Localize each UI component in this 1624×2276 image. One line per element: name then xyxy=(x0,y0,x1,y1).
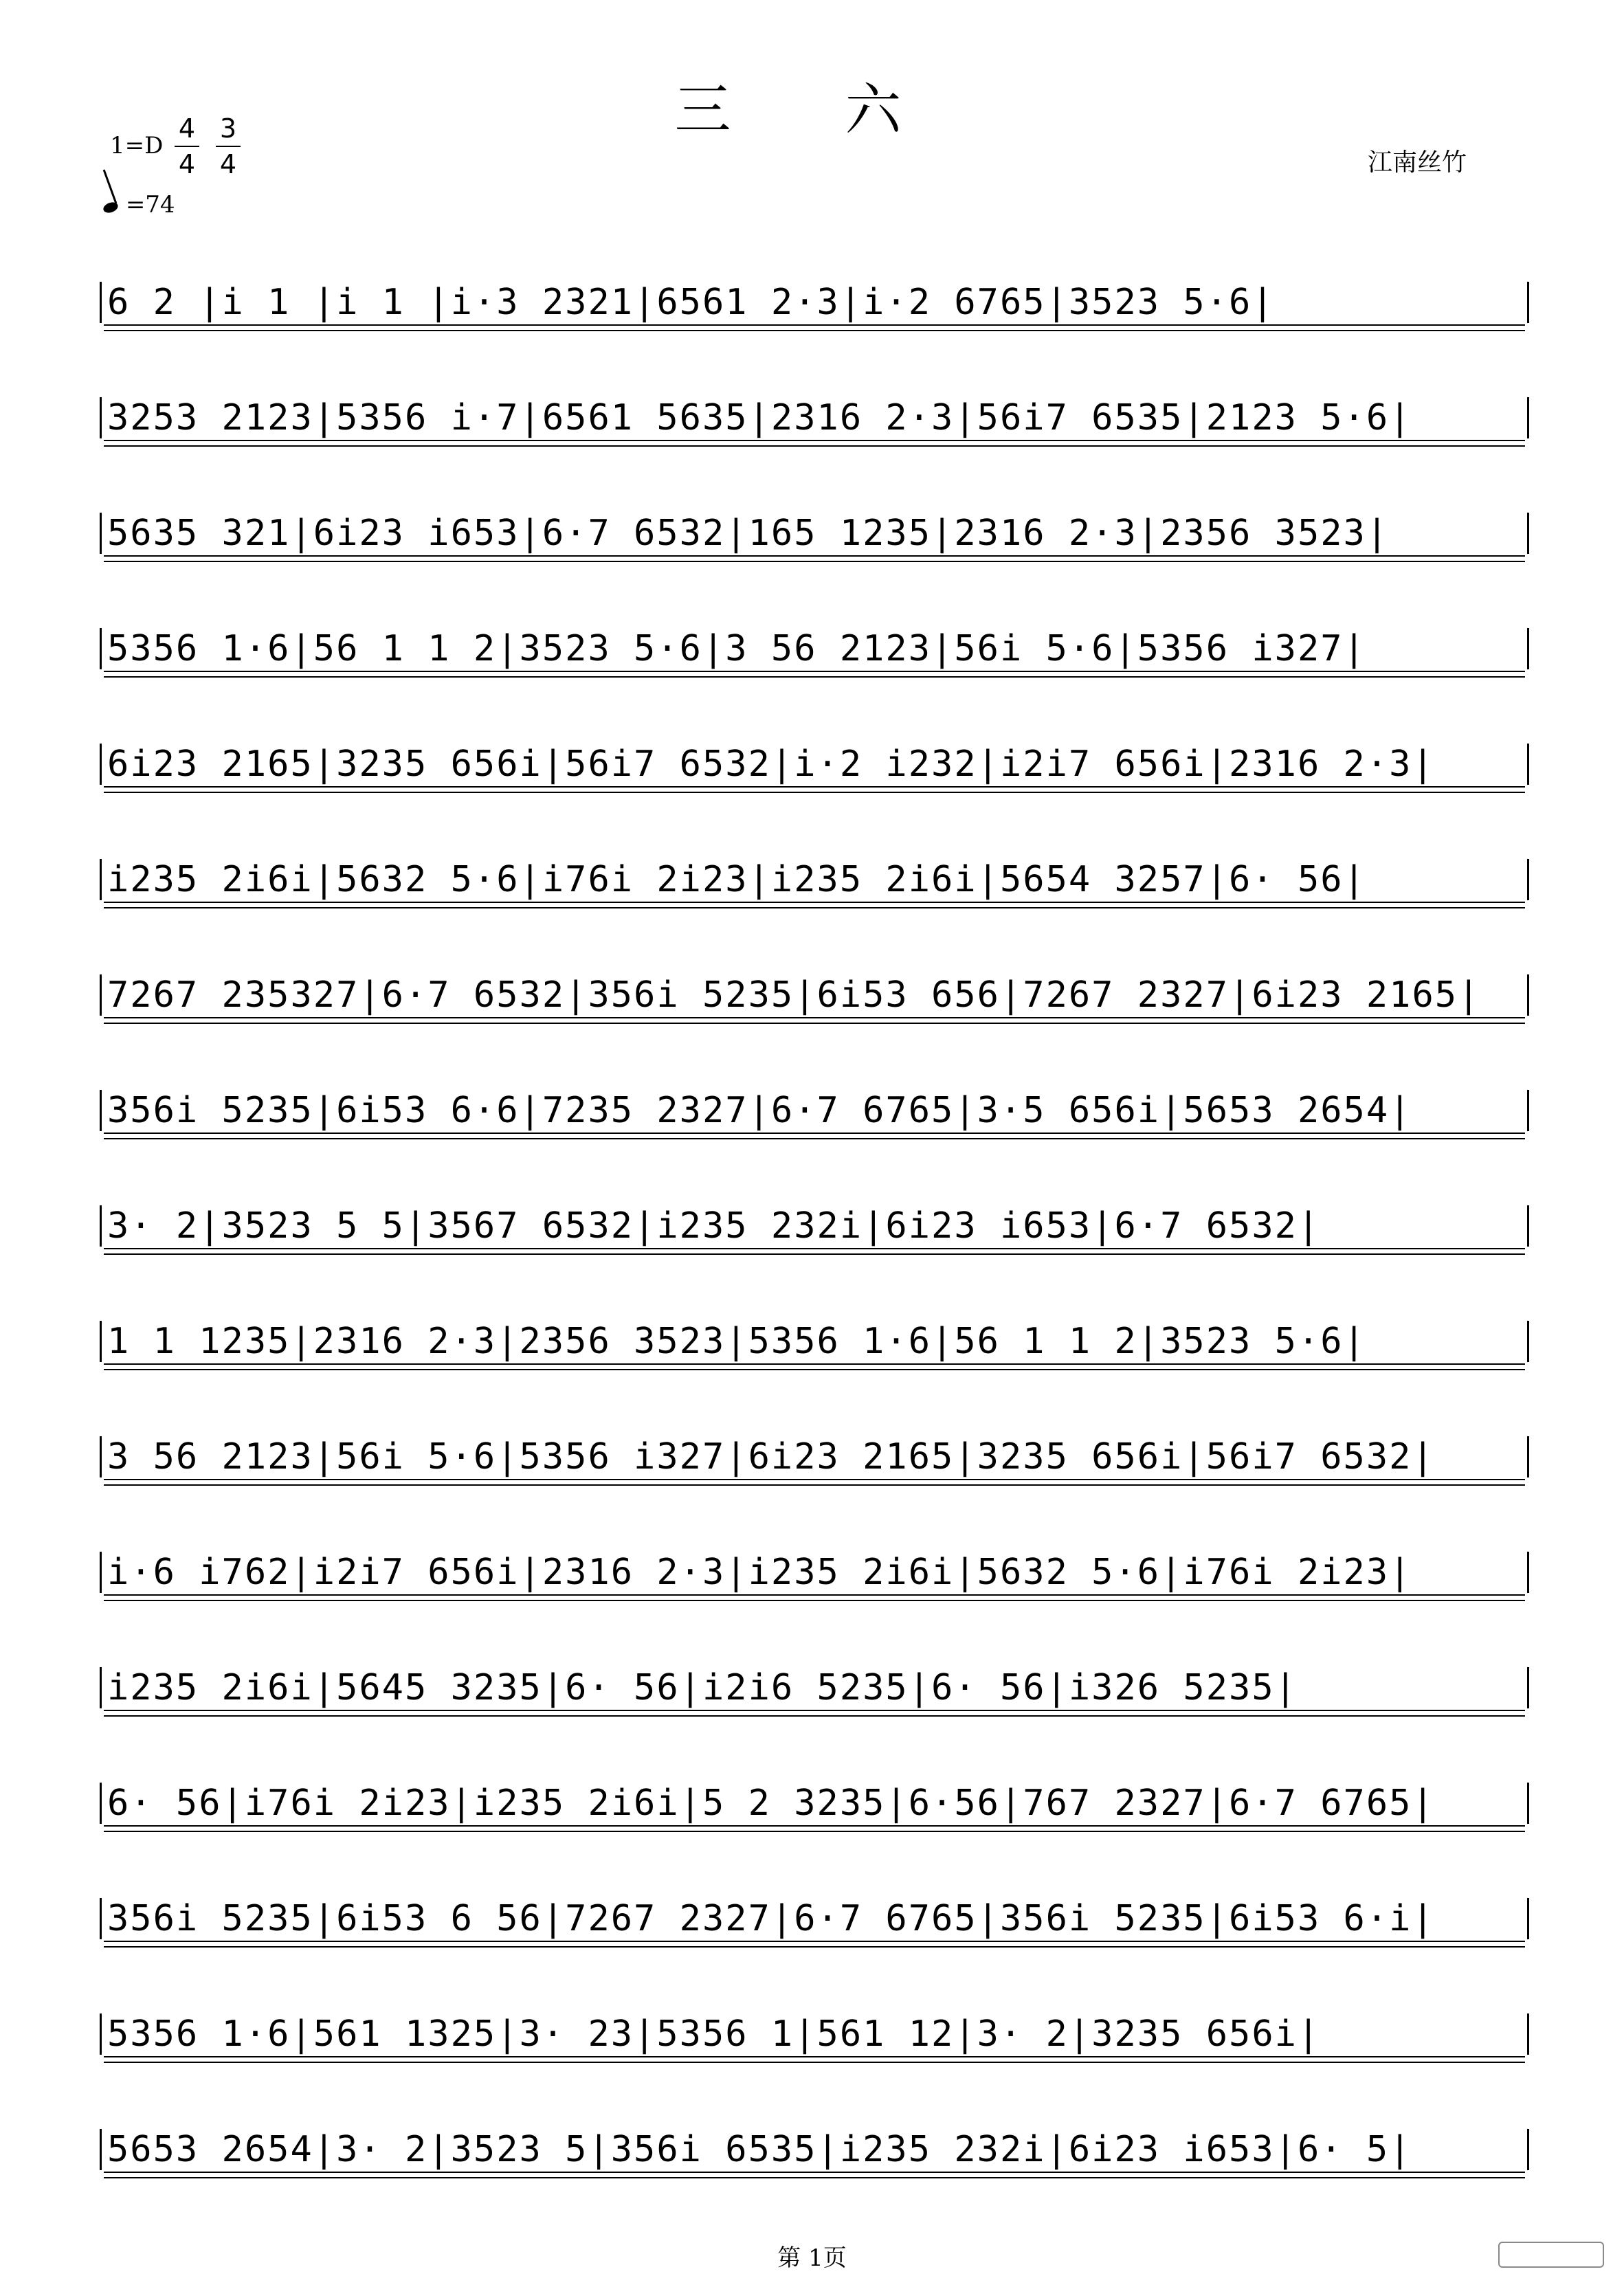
notation-text: 3 56 2123|56i 5·6|5356 i327|6i23 2165|3235 656i|56i7 6532| xyxy=(100,1436,1529,1477)
score-line xyxy=(100,804,1529,919)
time-signature-3-4 xyxy=(214,113,242,180)
underline xyxy=(104,1831,1525,1832)
notation-text: 356i 5235|6i53 6·6|7235 2327|6·7 6765|3·5 656i|5653 2654| xyxy=(100,1090,1529,1131)
genre-label: 江南丝竹 xyxy=(1368,148,1467,177)
score-line xyxy=(100,2074,1529,2189)
underline xyxy=(104,671,1525,672)
underline xyxy=(104,1369,1525,1370)
underline xyxy=(104,1484,1525,1486)
underline xyxy=(104,1363,1525,1365)
underline xyxy=(104,1600,1525,1601)
time-signature-denominator: 4 xyxy=(178,149,196,179)
score-line xyxy=(100,573,1529,689)
notation-text: 7267 235327|6·7 6532|356i 5235|6i53 656|7267 2327|6i23 2165| xyxy=(100,974,1529,1016)
time-signature-numerator: 3 xyxy=(219,113,237,144)
score-line xyxy=(100,1959,1529,2074)
underline xyxy=(104,1594,1525,1596)
score-line xyxy=(100,342,1529,458)
score-line xyxy=(100,1266,1529,1381)
underline xyxy=(104,1138,1525,1139)
underline xyxy=(104,676,1525,678)
underline xyxy=(104,330,1525,331)
underline xyxy=(104,786,1525,788)
score-line xyxy=(100,227,1529,342)
fraction-line xyxy=(175,146,199,147)
notation-text: i235 2i6i|5645 3235|6· 56|i2i6 5235|6· 56|i326 5235| xyxy=(100,1667,1529,1708)
score-line xyxy=(100,1728,1529,1843)
notation-text: 3253 2123|5356 i·7|6561 5635|2316 2·3|56i7 6535|2123 5·6| xyxy=(100,397,1529,438)
notation-text: 6 2 |i 1 |i 1 |i·3 2321|6561 2·3|i·2 6765|3523 5·6| xyxy=(100,282,1529,323)
underline xyxy=(104,1017,1525,1018)
score-line xyxy=(100,458,1529,573)
underline xyxy=(104,1248,1525,1249)
notation-text: 356i 5235|6i53 6 56|7267 2327|6·7 6765|356i 5235|6i53 6·i| xyxy=(100,1898,1529,1939)
score-line xyxy=(100,1843,1529,1959)
score-line xyxy=(100,1035,1529,1150)
notation-text: 6i23 2165|3235 656i|56i7 6532|i·2 i232|i2i7 656i|2316 2·3| xyxy=(100,744,1529,785)
notation-text: 5653 2654|3· 2|3523 5|356i 6535|i235 232i|6i23 i653|6· 5| xyxy=(100,2129,1529,2170)
underline xyxy=(104,555,1525,557)
time-signature-denominator: 4 xyxy=(219,149,237,179)
time-signature-numerator: 4 xyxy=(178,113,196,144)
score-line xyxy=(100,1612,1529,1728)
underline xyxy=(104,561,1525,562)
underline xyxy=(104,1133,1525,1134)
underline xyxy=(104,445,1525,447)
underline xyxy=(104,1941,1525,1942)
score-line xyxy=(100,1150,1529,1266)
underline xyxy=(104,2062,1525,2063)
notation-text: 3· 2|3523 5 5|3567 6532|i235 232i|6i23 i653|6·7 6532| xyxy=(100,1205,1529,1247)
underline xyxy=(104,2177,1525,2178)
notation-text: 5356 1·6|56 1 1 2|3523 5·6|3 56 2123|56i 5·6|5356 i327| xyxy=(100,628,1529,669)
underline xyxy=(104,902,1525,903)
time-signature-4-4 xyxy=(173,113,201,180)
underline xyxy=(104,1715,1525,1717)
key-signature: 1=D xyxy=(110,132,164,159)
score-line xyxy=(100,1497,1529,1612)
underline xyxy=(104,1023,1525,1024)
tempo-marking xyxy=(103,191,175,219)
underline xyxy=(104,1710,1525,1711)
underline xyxy=(104,1479,1525,1480)
fraction-line xyxy=(216,146,241,147)
tempo-value: =74 xyxy=(125,191,175,219)
underline xyxy=(104,1253,1525,1255)
score-title: 三 六 xyxy=(674,78,950,143)
underline xyxy=(104,907,1525,908)
notation-text: i·6 i762|i2i7 656i|2316 2·3|i235 2i6i|5632 5·6|i76i 2i23| xyxy=(100,1552,1529,1593)
watermark-logo xyxy=(1498,2242,1604,2268)
underline xyxy=(104,792,1525,793)
notation-text: 6· 56|i76i 2i23|i235 2i6i|5 2 3235|6·56|767 2327|6·7 6765| xyxy=(100,1783,1529,1824)
quarter-note-icon xyxy=(102,201,119,215)
score-body xyxy=(100,227,1529,2189)
notation-text: 5356 1·6|561 1325|3· 23|5356 1|561 12|3· 2|3235 656i| xyxy=(100,2013,1529,2055)
underline xyxy=(104,440,1525,441)
underline xyxy=(104,1825,1525,1827)
underline xyxy=(104,2056,1525,2057)
notation-text: i235 2i6i|5632 5·6|i76i 2i23|i235 2i6i|5654 3257|6· 56| xyxy=(100,859,1529,900)
score-line xyxy=(100,689,1529,804)
page-number: 第 1页 xyxy=(777,2244,847,2272)
underline xyxy=(104,1946,1525,1948)
score-line xyxy=(100,919,1529,1035)
notation-text: 5635 321|6i23 i653|6·7 6532|165 1235|2316 2·3|2356 3523| xyxy=(100,513,1529,554)
underline xyxy=(104,2172,1525,2173)
underline xyxy=(104,324,1525,326)
notation-text: 1 1 1235|2316 2·3|2356 3523|5356 1·6|56 1 1 2|3523 5·6| xyxy=(100,1321,1529,1362)
score-line xyxy=(100,1381,1529,1497)
